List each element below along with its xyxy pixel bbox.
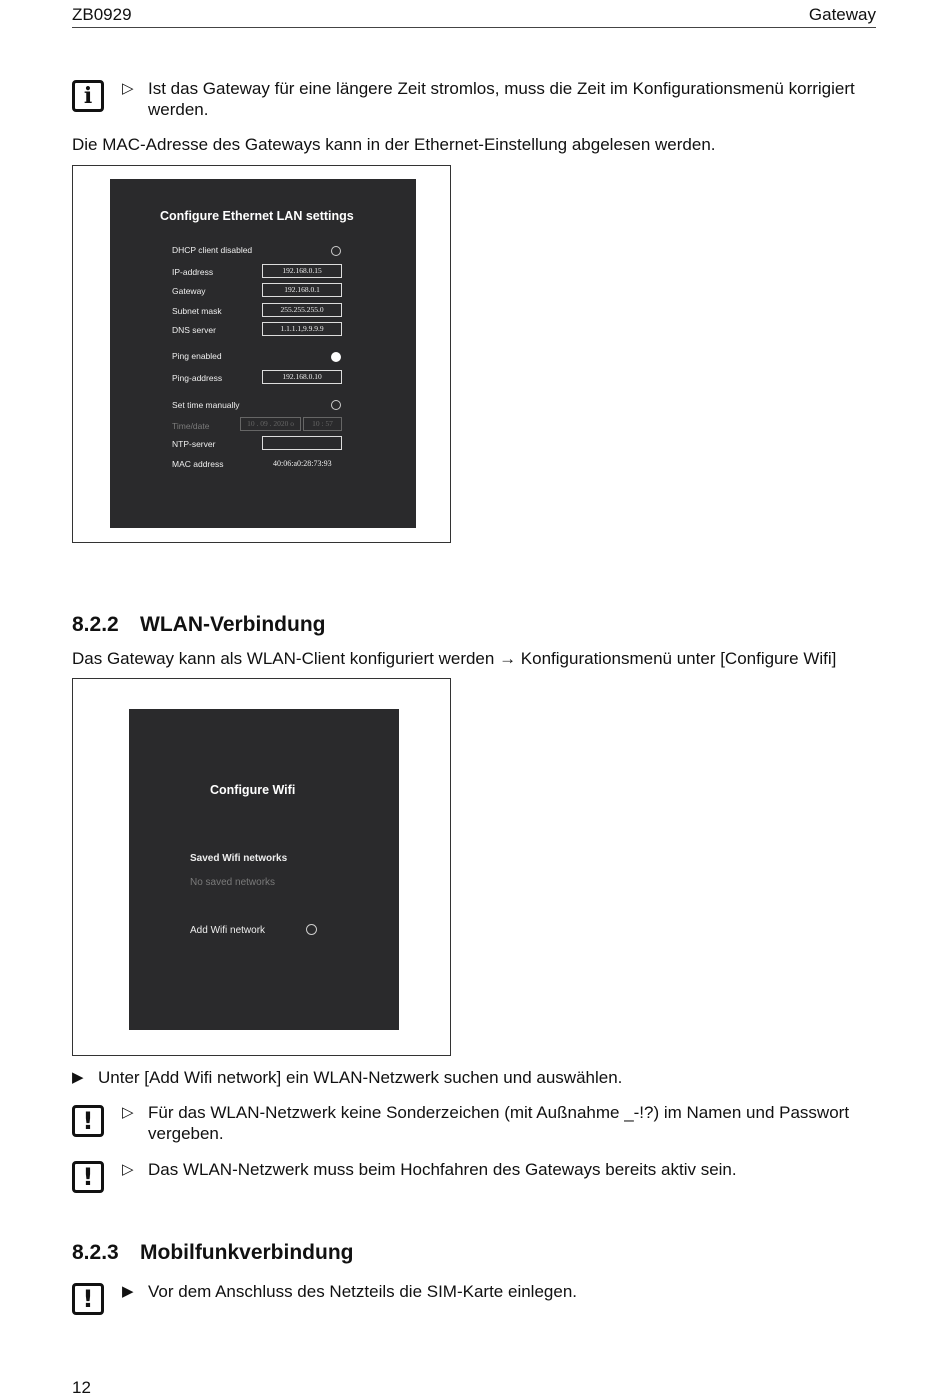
section-heading-mobile xyxy=(72,1241,353,1265)
subnet-label: Subnet mask xyxy=(172,306,222,316)
add-wifi-radio[interactable] xyxy=(306,924,317,935)
subnet-input[interactable]: 255.255.255.0 xyxy=(262,303,342,317)
gateway-label: Gateway xyxy=(172,286,206,296)
warning-icon: ! xyxy=(72,1283,104,1315)
dns-input[interactable]: 1.1.1.1,9.9.9.9 xyxy=(262,322,342,336)
wifi-settings-screen xyxy=(129,709,399,1030)
ip-input[interactable]: 192.168.0.15 xyxy=(262,264,342,278)
ping-enabled-radio[interactable] xyxy=(331,352,341,362)
filled-triangle-icon: ▶ xyxy=(122,1283,134,1300)
section-number: 8.2.3 xyxy=(72,1241,119,1264)
step-sim xyxy=(122,1281,862,1302)
date-input[interactable]: 10 . 09 . 2020 o xyxy=(240,417,301,431)
saved-networks-label: Saved Wifi networks xyxy=(190,853,288,864)
step-sim-text: Vor dem Anschluss des Netzteils die SIM-Karte einlegen. xyxy=(148,1282,577,1301)
dhcp-label: DHCP client disabled xyxy=(172,245,253,255)
no-saved-networks: No saved networks xyxy=(190,877,276,888)
ip-label: IP-address xyxy=(172,267,214,277)
time-input[interactable]: 10 : 57 xyxy=(303,417,342,431)
page-number: 12 xyxy=(72,1378,91,1397)
warn-special-chars-text: Für das WLAN-Netzwerk keine Sonderzeichen (mit Außnahme _-!?) im Namen und Passwort vergeben. xyxy=(148,1103,850,1143)
section-title-text: WLAN-Verbindung xyxy=(140,613,326,636)
section-title-text: Mobilfunkverbindung xyxy=(140,1241,354,1264)
open-triangle-icon: ▷ xyxy=(122,1161,134,1178)
filled-triangle-icon: ▶ xyxy=(72,1069,84,1086)
lan-screenshot-frame xyxy=(72,165,451,543)
dns-label: DNS server xyxy=(172,325,216,335)
wlan-sentence: Das Gateway kann als WLAN-Client konfiguriert werden → Konfigurationsmenü unter [Configure Wifi] xyxy=(72,649,837,668)
step-add-wifi xyxy=(72,1067,872,1088)
ntp-input[interactable] xyxy=(262,436,342,450)
ping-address-input[interactable]: 192.168.0.10 xyxy=(262,370,342,384)
section-number: 8.2.2 xyxy=(72,613,119,636)
open-triangle-icon: ▷ xyxy=(122,1104,134,1121)
open-triangle-icon: ▷ xyxy=(122,80,134,97)
note-power-text: Ist das Gateway für eine längere Zeit stromlos, muss die Zeit im Konfigurationsmenü korrigiert werden. xyxy=(148,79,855,119)
ntp-label: NTP-server xyxy=(172,439,216,449)
info-icon: i xyxy=(72,80,104,112)
wifi-screenshot-frame xyxy=(72,678,451,1056)
time-date-label: Time/date xyxy=(172,421,210,431)
gateway-input[interactable]: 192.168.0.1 xyxy=(262,283,342,297)
set-time-label: Set time manually xyxy=(172,400,240,410)
lan-settings-screen xyxy=(110,179,416,528)
add-wifi-label: Add Wifi network xyxy=(190,925,266,936)
wifi-title: Configure Wifi xyxy=(210,783,296,797)
mac-sentence: Die MAC-Adresse des Gateways kann in der Ethernet-Einstellung abgelesen werden. xyxy=(72,135,716,154)
mac-value: 40:06:a0:28:73:93 xyxy=(273,459,332,468)
section-heading-wlan xyxy=(72,613,325,637)
section-title: Gateway xyxy=(808,5,876,24)
note-power xyxy=(122,78,862,120)
set-time-radio[interactable] xyxy=(331,400,341,410)
lan-title: Configure Ethernet LAN settings xyxy=(160,209,354,223)
warn-active-text: Das WLAN-Netzwerk muss beim Hochfahren des Gateways bereits aktiv sein. xyxy=(148,1160,737,1179)
header-divider xyxy=(72,27,876,28)
ping-enabled-label: Ping enabled xyxy=(172,351,222,361)
warn-active xyxy=(122,1159,862,1180)
warn-special-chars xyxy=(122,1102,862,1144)
ping-address-label: Ping-address xyxy=(172,373,223,383)
dhcp-radio[interactable] xyxy=(331,246,341,256)
mac-label: MAC address xyxy=(172,459,224,469)
warning-icon: ! xyxy=(72,1105,104,1137)
step-add-wifi-text: Unter [Add Wifi network] ein WLAN-Netzwerk suchen und auswählen. xyxy=(98,1068,623,1087)
document-id: ZB0929 xyxy=(72,5,132,24)
warning-icon: ! xyxy=(72,1161,104,1193)
